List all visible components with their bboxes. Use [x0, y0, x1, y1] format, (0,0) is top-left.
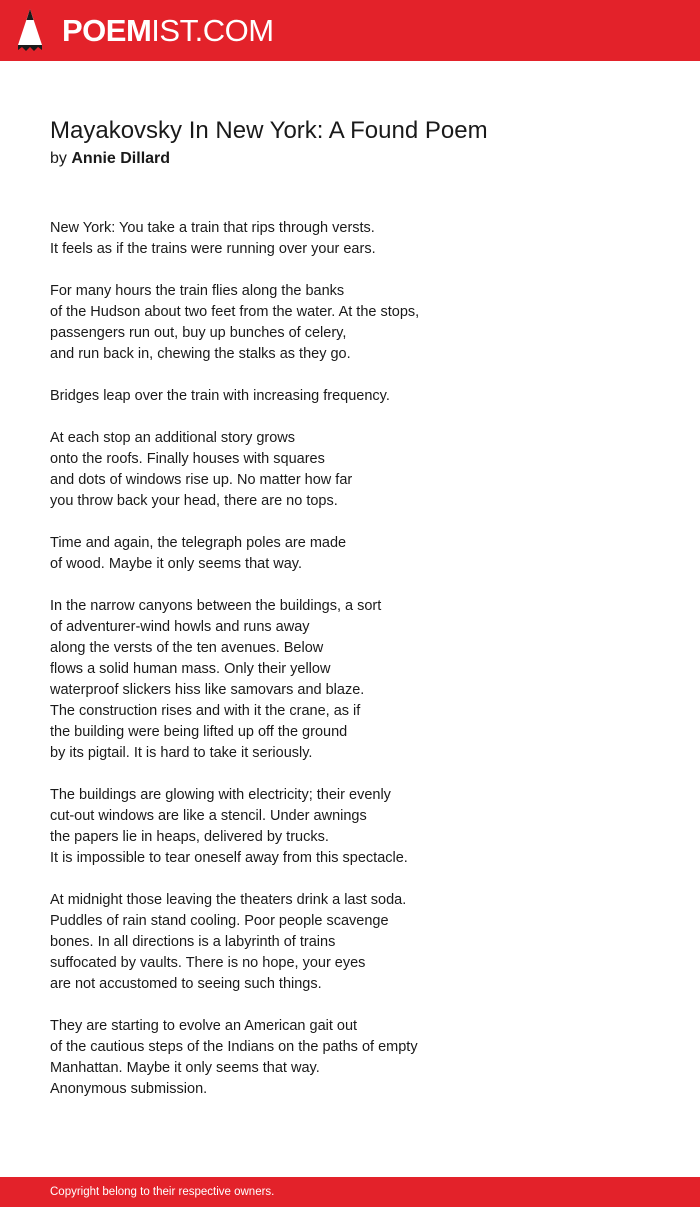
poem-line: The buildings are glowing with electricity; their evenly [50, 787, 391, 803]
poem-stanza [50, 890, 670, 995]
poem-line: It is impossible to tear oneself away from this spectacle. [50, 850, 408, 866]
poem-line: are not accustomed to seeing such things. [50, 976, 322, 992]
by-label: by [50, 150, 67, 167]
poem-line: Puddles of rain stand cooling. Poor people scavenge [50, 913, 389, 929]
poem-line: the papers lie in heaps, delivered by trucks. [50, 829, 329, 845]
poem-line: the building were being lifted up off the ground [50, 724, 348, 740]
brand-light-text: IST.COM [151, 13, 274, 48]
byline [50, 148, 170, 170]
poem-line: Manhattan. Maybe it only seems that way. [50, 1060, 320, 1076]
poem-line: They are starting to evolve an American gait out [50, 1018, 358, 1034]
poem-line: of the cautious steps of the Indians on the paths of empty [50, 1039, 418, 1055]
brand-bold-text: POEM [62, 13, 152, 48]
poem-line: suffocated by vaults. There is no hope, your eyes [50, 955, 366, 971]
poem-stanza [50, 281, 670, 365]
author-name: Annie Dillard [71, 150, 171, 167]
copyright-notice: Copyright belong to their respective owners. [50, 1186, 275, 1198]
poem-line: passengers run out, buy up bunches of celery, [50, 325, 347, 341]
poem-stanza [50, 533, 670, 575]
poem-stanza [50, 218, 670, 260]
pencil-icon[interactable] [17, 9, 43, 53]
poem-line: and run back in, chewing the stalks as they go. [50, 346, 351, 362]
poem-line: Time and again, the telegraph poles are made [50, 535, 347, 551]
poem-line: flows a solid human mass. Only their yellow [50, 661, 331, 677]
poem-line: of adventurer-wind howls and runs away [50, 619, 310, 635]
poem-line: of the Hudson about two feet from the water. At the stops, [50, 304, 420, 320]
site-header [0, 0, 700, 61]
poem-line: cut-out windows are like a stencil. Under awnings [50, 808, 367, 824]
poem-line: waterproof slickers hiss like samovars and blaze. [50, 682, 365, 698]
poem-line: bones. In all directions is a labyrinth of trains [50, 934, 336, 950]
poem-stanza [50, 1016, 670, 1100]
poem-title: Mayakovsky In New York: A Found Poem [50, 117, 488, 144]
poem-line: At each stop an additional story grows [50, 430, 296, 446]
poem-line: At midnight those leaving the theaters drink a last soda. [50, 892, 407, 908]
poem-body [50, 218, 670, 1121]
poem-line: by its pigtail. It is hard to take it seriously. [50, 745, 313, 761]
poem-line: along the versts of the ten avenues. Below [50, 640, 324, 656]
poem-line: onto the roofs. Finally houses with squares [50, 451, 325, 467]
site-logo-link[interactable] [62, 12, 274, 50]
poem-line: New York: You take a train that rips through versts. [50, 220, 375, 236]
poem-line: Anonymous submission. [50, 1081, 208, 1097]
poem-line: Bridges leap over the train with increasing frequency. [50, 388, 390, 404]
poem-stanza [50, 386, 670, 407]
poem-line: of wood. Maybe it only seems that way. [50, 556, 302, 572]
poem-line: It feels as if the trains were running over your ears. [50, 241, 376, 257]
poem-stanza [50, 428, 670, 512]
poem-line: In the narrow canyons between the buildings, a sort [50, 598, 382, 614]
poem-line: For many hours the train flies along the banks [50, 283, 345, 299]
site-footer [0, 1177, 700, 1207]
poem-line: you throw back your head, there are no tops. [50, 493, 338, 509]
poem-line: The construction rises and with it the crane, as if [50, 703, 361, 719]
poem-stanza [50, 785, 670, 869]
poem-line: and dots of windows rise up. No matter how far [50, 472, 353, 488]
poem-stanza [50, 596, 670, 764]
